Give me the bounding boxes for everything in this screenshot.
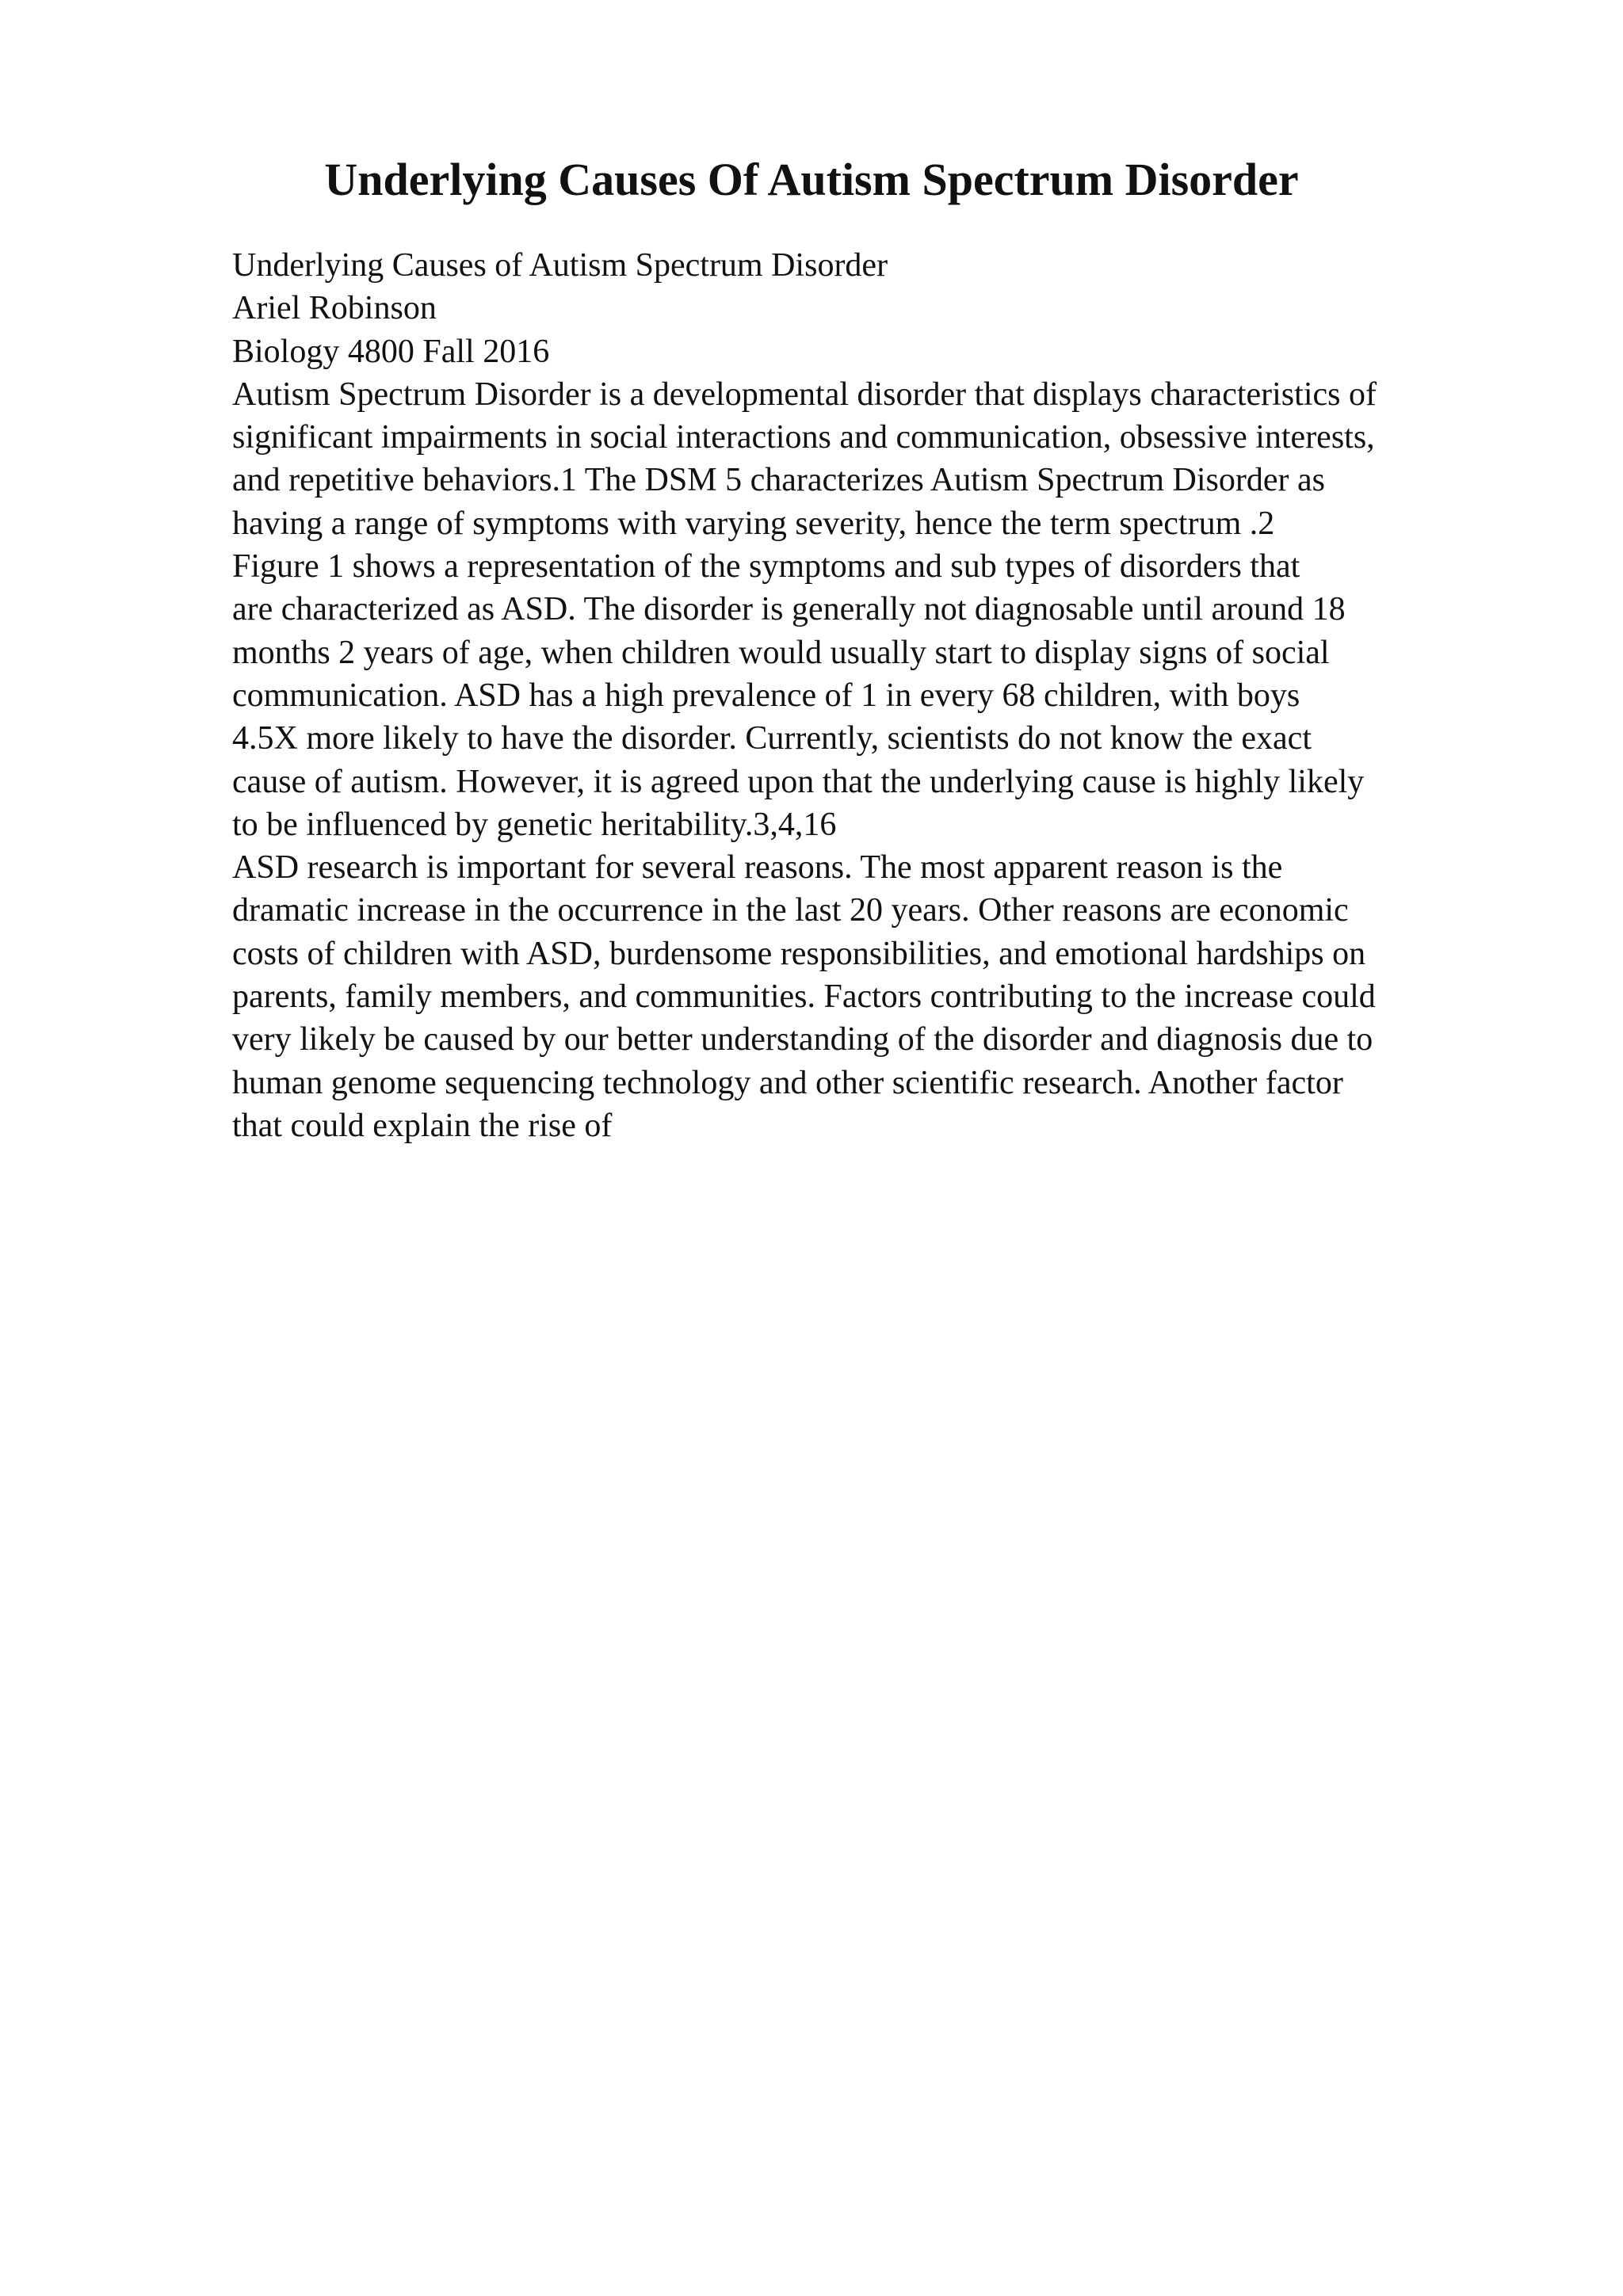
paragraph-line: 4.5X more likely to have the disorder. Currently, scientists do not know the exact bbox=[232, 720, 1312, 757]
paragraph-line: are characterized as ASD. The disorder is generally not diagnosable until around 18 bbox=[232, 591, 1346, 628]
paragraph-line: to be influenced by genetic heritability.3,4,16 bbox=[232, 806, 837, 843]
paragraph-line: very likely be caused by our better understanding of the disorder and diagnosis due to bbox=[232, 1021, 1373, 1058]
paragraph-line: ASD research is important for several reasons. The most apparent reason is the bbox=[232, 849, 1283, 887]
paragraph-line: dramatic increase in the occurrence in the last 20 years. Other reasons are economic bbox=[232, 892, 1349, 929]
document-body bbox=[232, 244, 1532, 1147]
paragraph-line: parents, family members, and communities. Factors contributing to the increase could bbox=[232, 978, 1376, 1016]
course-line: Biology 4800 Fall 2016 bbox=[232, 333, 550, 370]
paragraph-line: months 2 years of age, when children would usually start to display signs of social bbox=[232, 634, 1330, 671]
paragraph-line: that could explain the rise of bbox=[232, 1107, 613, 1144]
paragraph-line: cause of autism. However, it is agreed upon that the underlying cause is highly likely bbox=[232, 763, 1365, 800]
paragraph-line: and repetitive behaviors.1 The DSM 5 characterizes Autism Spectrum Disorder as bbox=[232, 462, 1326, 499]
paragraph-line: costs of children with ASD, burdensome responsibilities, and emotional hardships on bbox=[232, 935, 1366, 972]
paragraph-line: Figure 1 shows a representation of the symptoms and sub types of disorders that bbox=[232, 548, 1300, 585]
subtitle-line: Underlying Causes of Autism Spectrum Disorder bbox=[232, 247, 888, 284]
page-title: Underlying Causes Of Autism Spectrum Disorder bbox=[324, 154, 1299, 205]
paragraph-line: human genome sequencing technology and other scientific research. Another factor bbox=[232, 1064, 1343, 1101]
paragraph-line: having a range of symptoms with varying severity, hence the term spectrum .2 bbox=[232, 505, 1275, 542]
paragraph-line: Autism Spectrum Disorder is a developmental disorder that displays characteristics of bbox=[232, 376, 1377, 413]
paragraph-line: significant impairments in social interactions and communication, obsessive interests, bbox=[232, 419, 1375, 456]
paragraph-line: communication. ASD has a high prevalence of 1 in every 68 children, with boys bbox=[232, 677, 1300, 714]
author-line: Ariel Robinson bbox=[232, 290, 437, 327]
